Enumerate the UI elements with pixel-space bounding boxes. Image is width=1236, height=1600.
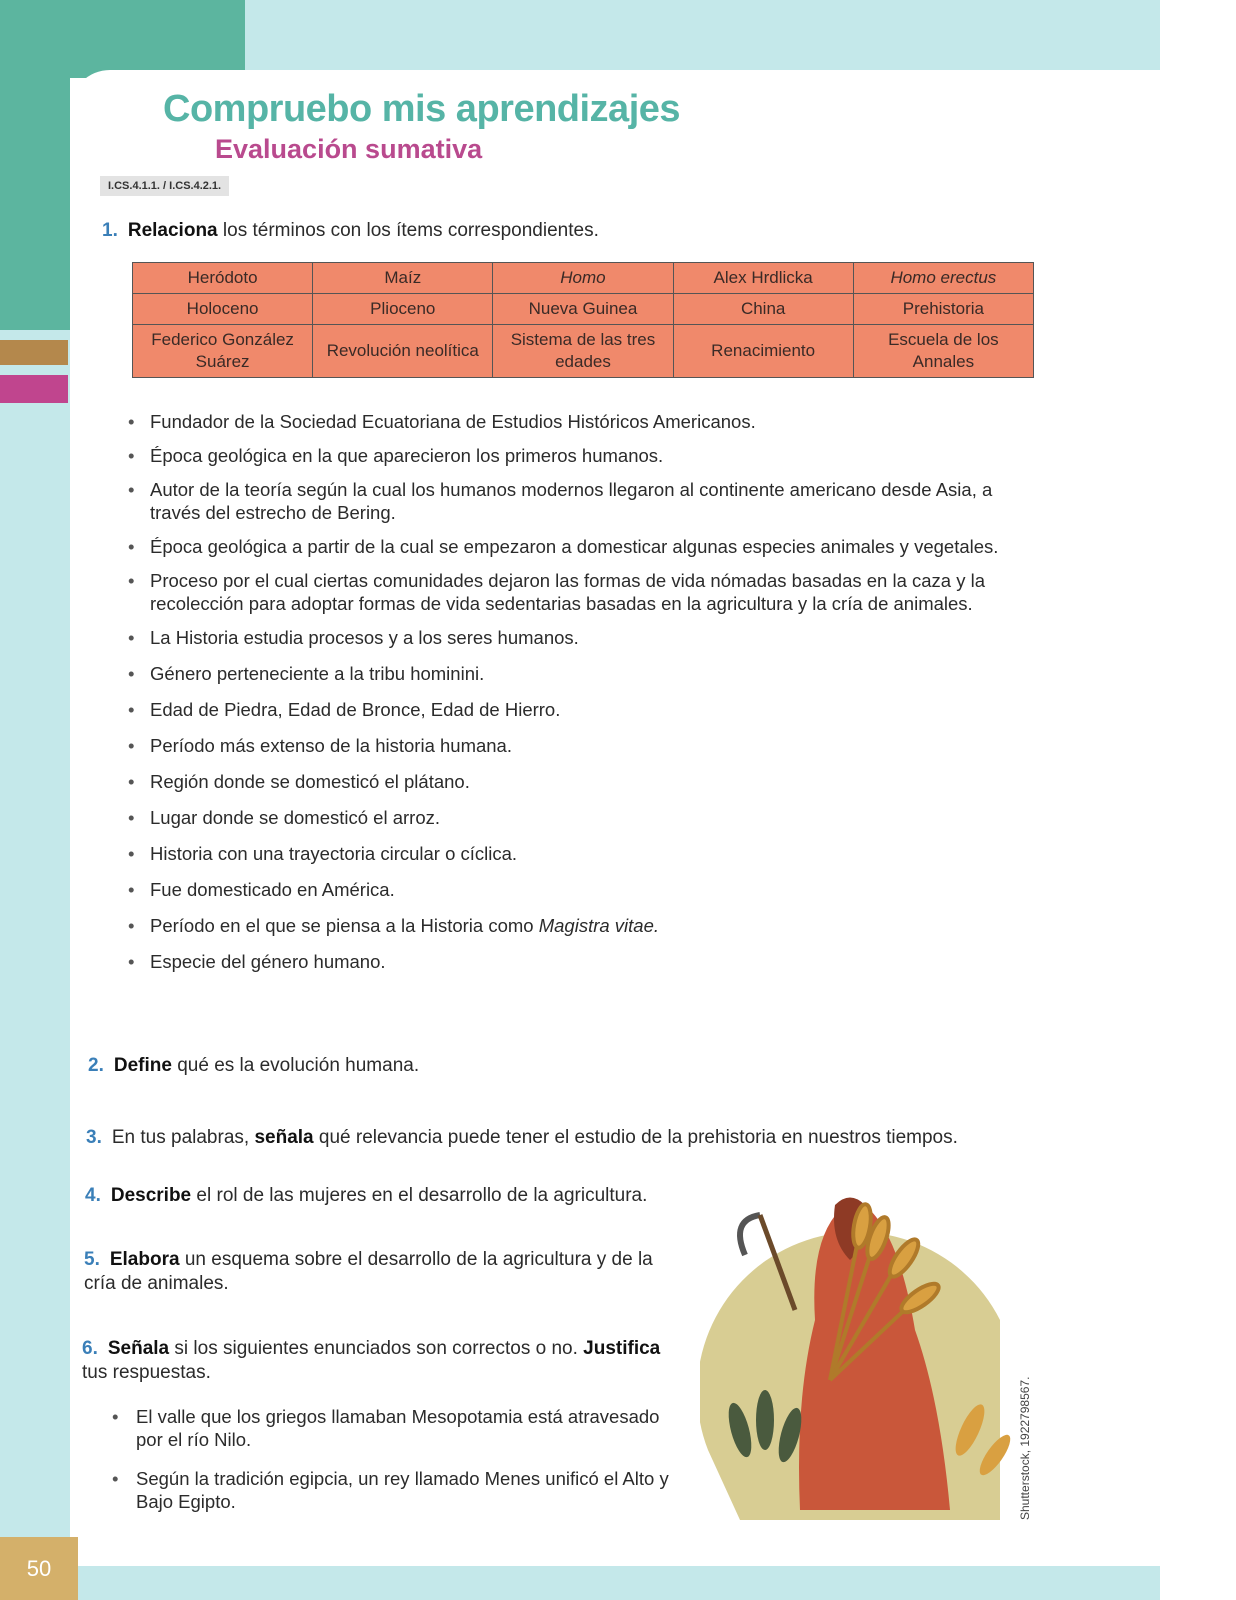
question-verb: Define [113, 1055, 172, 1076]
question-text: En tus palabras, [111, 1127, 255, 1148]
list-item: • Según la tradición egipcia, un rey llamado Menes unificó el Alto y Bajo Egipto. [112, 1467, 677, 1513]
list-item-italic: Magistra vitae. [538, 915, 660, 936]
question-text: qué relevancia puede tener el estudio de la prehistoria en nuestros tiempos. [313, 1127, 958, 1148]
table-row [133, 325, 1034, 378]
list-item: • Especie del género humano. [128, 950, 1033, 973]
question-number: 3. [86, 1127, 102, 1148]
table-cell: Escuela de los Annales [853, 325, 1033, 378]
question-4 [85, 1185, 647, 1207]
list-item: • Época geológica en la que aparecieron los primeros humanos. [128, 444, 1033, 467]
list-item: • Historia con una trayectoria circular o cíclica. [128, 842, 1033, 865]
table-cell: Maíz [313, 263, 493, 294]
question-verb: Justifica [583, 1338, 661, 1359]
table-cell: Homo erectus [853, 263, 1033, 294]
question-2 [88, 1055, 419, 1077]
question-verb: Describe [110, 1185, 192, 1206]
question-text: qué es la evolución humana. [171, 1055, 420, 1076]
harvest-illustration [700, 1180, 1020, 1520]
list-item: • Época geológica a partir de la cual se empezaron a domesticar algunas especies animales y vegetales. [128, 535, 1033, 558]
side-stripe-brown [0, 340, 68, 365]
table-cell: Prehistoria [853, 294, 1033, 325]
q6-item-list [112, 1405, 677, 1513]
question-number: 6. [82, 1338, 98, 1359]
list-item: • Edad de Piedra, Edad de Bronce, Edad de Hierro. [128, 698, 1033, 721]
sickle-icon [740, 1215, 760, 1255]
list-item: • Lugar donde se domesticó el arroz. [128, 806, 1033, 829]
bottom-strip [78, 1566, 1160, 1600]
table-cell: Renacimiento [673, 325, 853, 378]
list-item: • Región donde se domesticó el plátano. [128, 770, 1033, 793]
list-item: • Autor de la teoría según la cual los humanos modernos llegaron al continente americano desde Asia, a través del estrecho de Bering. [128, 478, 1033, 524]
question-verb: Relaciona [127, 220, 218, 241]
question-verb: señala [254, 1127, 314, 1148]
table-cell: Nueva Guinea [493, 294, 673, 325]
question-text: tus respuestas. [82, 1362, 211, 1383]
table-cell: Heródoto [133, 263, 313, 294]
question-text: los términos con los ítems correspondientes. [217, 220, 599, 241]
table-cell: China [673, 294, 853, 325]
list-item: • El valle que los griegos llamaban Mesopotamia está atravesado por el río Nilo. [112, 1405, 677, 1451]
table-cell: Homo [493, 263, 673, 294]
question-6 [82, 1337, 682, 1385]
table-cell: Revolución neolítica [313, 325, 493, 378]
list-item: • Proceso por el cual ciertas comunidades dejaron las formas de vida nómadas basadas en la caza y la recolección para adoptar formas de vida sedentarias basadas en la agricultura y la cría de animales. [128, 569, 1033, 615]
table-row [133, 263, 1034, 294]
list-item: • Género perteneciente a la tribu hominini. [128, 662, 1033, 685]
page-subtitle: Evaluación sumativa [215, 134, 483, 164]
question-3 [86, 1127, 958, 1149]
question-verb: Elabora [109, 1249, 180, 1270]
table-cell: Holoceno [133, 294, 313, 325]
page-number: 50 [0, 1537, 78, 1600]
question-verb: Señala [107, 1338, 170, 1359]
list-item: • Fundador de la Sociedad Ecuatoriana de Estudios Históricos Americanos. [128, 410, 1033, 433]
question-number: 1. [102, 220, 118, 241]
question-text: el rol de las mujeres en el desarrollo de la agricultura. [191, 1185, 648, 1206]
question-number: 4. [85, 1185, 101, 1206]
list-item: • Fue domesticado en América. [128, 878, 1033, 901]
list-item: • La Historia estudia procesos y a los seres humanos. [128, 626, 1033, 649]
indicator-code: I.CS.4.1.1. / I.CS.4.2.1. [100, 176, 229, 196]
question-number: 5. [84, 1249, 100, 1270]
list-item: • Período más extenso de la historia humana. [128, 734, 1033, 757]
image-credit: Shutterstock, 1922798567. [1018, 1376, 1032, 1520]
question-number: 2. [88, 1055, 104, 1076]
q1-item-list [128, 410, 1033, 973]
table-cell: Alex Hrdlicka [673, 263, 853, 294]
question-text: un esquema sobre el desarrollo de la agricultura y de la cría de animales. [84, 1249, 653, 1294]
question-text: si los siguientes enunciados son correctos o no. [169, 1338, 584, 1359]
table-row [133, 294, 1034, 325]
table-cell: Sistema de las tres edades [493, 325, 673, 378]
table-cell: Federico González Suárez [133, 325, 313, 378]
question-1 [102, 220, 599, 242]
side-stripe-magenta [0, 375, 68, 403]
table-cell: Plioceno [313, 294, 493, 325]
question-5 [84, 1248, 684, 1296]
list-item-text: Período en el que se piensa a la Historia como [150, 915, 539, 936]
page-title: Compruebo mis aprendizajes [163, 88, 681, 130]
list-item [128, 914, 1033, 937]
terms-table [132, 262, 1034, 378]
